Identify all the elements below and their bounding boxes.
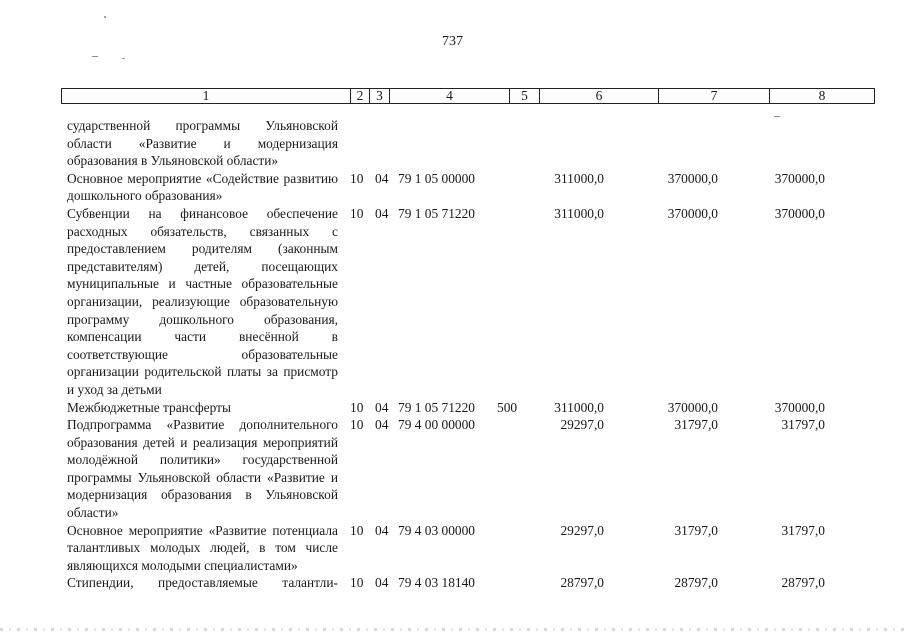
table-header (61, 88, 875, 104)
table-row (0, 117, 905, 170)
header-col-4: 4 (390, 89, 510, 104)
row-target-code: 79 1 05 71220 (398, 399, 475, 415)
table-row (0, 399, 905, 417)
row-name: сударственной программы Ульяновской области «Развитие и модернизация образования в Ульяновской области» (67, 118, 338, 169)
row-amount-2: 28797,0 (674, 575, 718, 591)
row-subsection: 04 (375, 522, 389, 538)
row-amount-3: 370000,0 (774, 399, 825, 415)
row-amount-1: 29297,0 (560, 522, 604, 538)
header-col-7: 7 (659, 89, 770, 104)
page-number: 737 (442, 34, 463, 49)
scan-speck (92, 56, 98, 57)
scan-noise (0, 628, 905, 631)
row-section: 10 (350, 399, 364, 415)
row-subsection: 04 (375, 170, 389, 186)
row-subsection: 04 (375, 205, 389, 221)
row-section: 10 (350, 575, 364, 591)
row-amount-3: 370000,0 (774, 205, 825, 221)
row-target-code: 79 4 03 18140 (398, 575, 475, 591)
table-row (0, 522, 905, 575)
row-expense-type: 500 (497, 399, 518, 415)
row-amount-3: 370000,0 (774, 170, 825, 186)
header-col-6: 6 (540, 89, 659, 104)
row-name: Основное мероприятие «Развитие потенциала талантливых молодых людей, в том числе являющихся молодыми специалистами» (67, 522, 338, 573)
row-section: 10 (350, 205, 364, 221)
row-name: Субвенции на финансовое обеспечение расходных обязательств, связанных с предоставлением родителям (законным представителям) детей, посещающих муниципальные и частные образовательные организации, реализующие образовательную программу дошкольного образования, компенсации части внесённой в соответствующие образовательные организации родительской платы за присмотр и уход за детьми (67, 205, 338, 397)
row-section: 10 (350, 170, 364, 186)
row-amount-3: 28797,0 (781, 575, 825, 591)
row-amount-1: 311000,0 (554, 170, 604, 186)
row-target-code: 79 4 00 00000 (398, 417, 475, 433)
table-row (0, 416, 905, 522)
table-row (0, 205, 905, 399)
header-col-8: 8 (770, 89, 875, 104)
row-name: Межбюджетные трансферты (67, 399, 231, 415)
row-amount-2: 31797,0 (674, 417, 718, 433)
row-amount-1: 311000,0 (554, 399, 604, 415)
row-target-code: 79 1 05 00000 (398, 170, 475, 186)
header-col-1: 1 (62, 89, 351, 104)
row-section: 10 (350, 522, 364, 538)
table-row (0, 170, 905, 205)
row-amount-2: 370000,0 (667, 205, 718, 221)
row-name: Стипендии, предоставляемые талантли- (67, 575, 338, 591)
row-amount-3: 31797,0 (781, 522, 825, 538)
row-amount-1: 29297,0 (560, 417, 604, 433)
table-body (0, 117, 905, 592)
row-amount-1: 28797,0 (560, 575, 604, 591)
row-name: Подпрограмма «Развитие дополнительного образования детей и реализация мероприятий молодёжной политики» государственной программы Ульяновской области «Развитие и модернизация образования в Ульяновской области» (67, 417, 338, 521)
row-amount-2: 370000,0 (667, 399, 718, 415)
row-amount-1: 311000,0 (554, 205, 604, 221)
row-target-code: 79 1 05 71220 (398, 205, 475, 221)
row-amount-2: 370000,0 (667, 170, 718, 186)
scan-speck (104, 16, 106, 18)
row-subsection: 04 (375, 417, 389, 433)
scan-speck (774, 116, 780, 117)
header-col-5: 5 (510, 89, 540, 104)
row-name: Основное мероприятие «Содействие развитию дошкольного образования» (67, 170, 338, 204)
header-col-2: 2 (351, 89, 370, 104)
header-col-3: 3 (370, 89, 390, 104)
row-subsection: 04 (375, 399, 389, 415)
row-subsection: 04 (375, 575, 389, 591)
row-amount-2: 31797,0 (674, 522, 718, 538)
row-section: 10 (350, 417, 364, 433)
row-amount-3: 31797,0 (781, 417, 825, 433)
scan-speck (122, 58, 125, 59)
row-target-code: 79 4 03 00000 (398, 522, 475, 538)
table-row (0, 574, 905, 592)
